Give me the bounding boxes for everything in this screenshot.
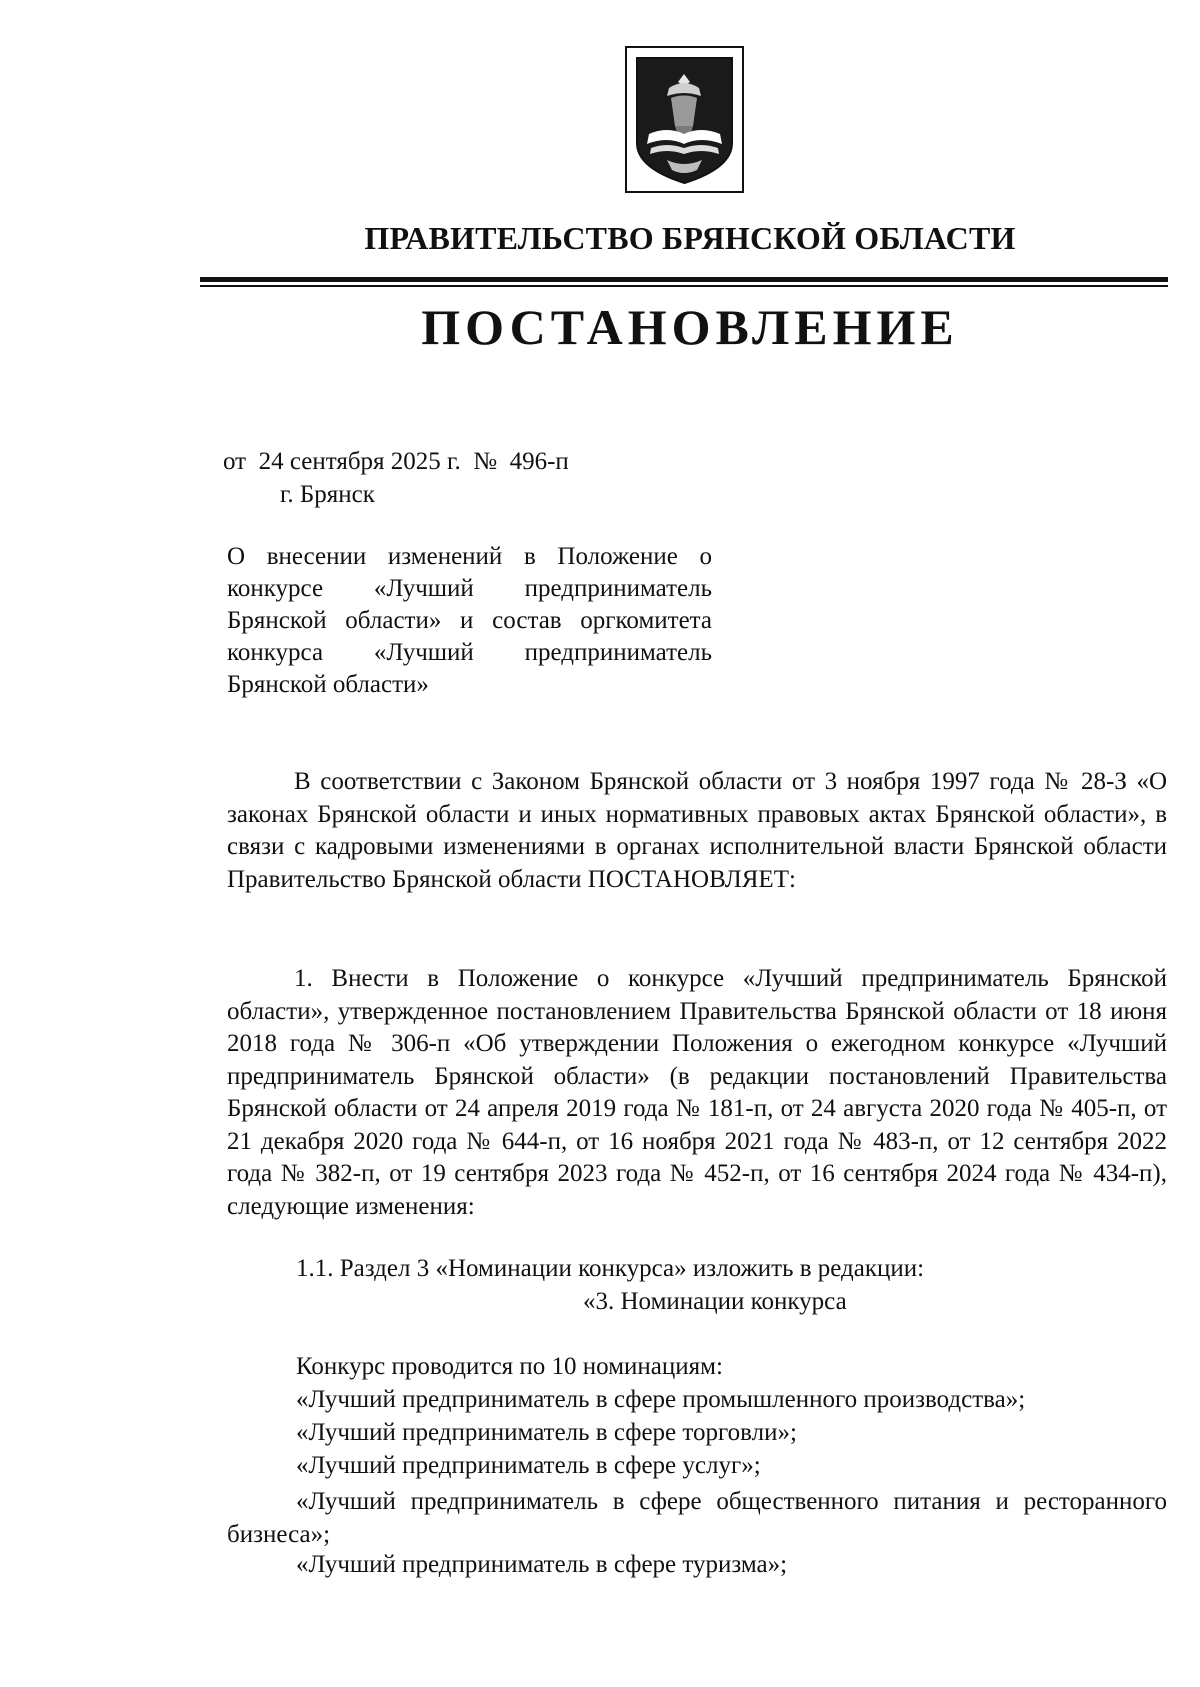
date-and-number: от 24 сентября 2025 г. № 496-п xyxy=(223,448,569,475)
nomination-item: «Лучший предприниматель в сфере промышленного производства»; xyxy=(296,1386,1026,1413)
coat-of-arms-icon xyxy=(625,46,744,193)
header-divider-thin xyxy=(200,285,1168,287)
document-type: ПОСТАНОВЛЕНИЕ xyxy=(421,299,959,355)
nominations-intro: Конкурс проводится по 10 номинациям: xyxy=(296,1353,723,1380)
nomination-item: «Лучший предприниматель в сфере общественного питания и ресторанного бизнеса»; xyxy=(227,1488,1167,1548)
section-heading: «3. Номинации конкурса xyxy=(583,1288,847,1315)
coat-of-arms-graphic xyxy=(627,48,742,191)
city: г. Брянск xyxy=(280,481,375,508)
nomination-item: «Лучший предприниматель в сфере торговли»; xyxy=(296,1419,797,1446)
item-1-paragraph: 1. Внести в Положение о конкурсе «Лучший предприниматель Брянской области», утвержденное постановлением Правительства Брянской области от 18 июня 2018 года № 306-п «Об утверждении Положения о ежегодном конкурсе «Лучший предприниматель Брянской области» (в редакции постановлений Правительства Брянской области от 24 апреля 2019 года № 181-п, от 24 августа 2020 года № 405-п, от 21 декабря 2020 года № 644-п, от 16 ноября 2021 года № 483-п, от 12 сентября 2022 года № 382-п, от 19 сентября 2023 года № 452-п, от 16 сентября 2024 года № 434-п), следующие изменения: xyxy=(227,965,1167,1220)
nomination-item: «Лучший предприниматель в сфере туризма»; xyxy=(296,1551,788,1578)
nomination-item: «Лучший предприниматель в сфере услуг»; xyxy=(296,1452,761,1479)
header-divider-thick xyxy=(200,277,1168,282)
preamble-paragraph: В соответствии с Законом Брянской области от 3 ноября 1997 года № 28-З «О законах Брянской области и иных нормативных правовых актах Брянской области», в связи с кадровыми изменениями в органах исполнительной власти Брянской области Правительство Брянской области ПОСТАНОВЛЯЕТ: xyxy=(227,768,1167,893)
government-name: ПРАВИТЕЛЬСТВО БРЯНСКОЙ ОБЛАСТИ xyxy=(364,220,1016,256)
document-subject: О внесении изменений в Положение о конкурсе «Лучший предприниматель Брянской области» и состав оргкомитета конкурса «Лучший предприниматель Брянской области» xyxy=(227,543,712,698)
item-1-1-line: 1.1. Раздел 3 «Номинации конкурса» изложить в редакции: xyxy=(296,1255,925,1282)
